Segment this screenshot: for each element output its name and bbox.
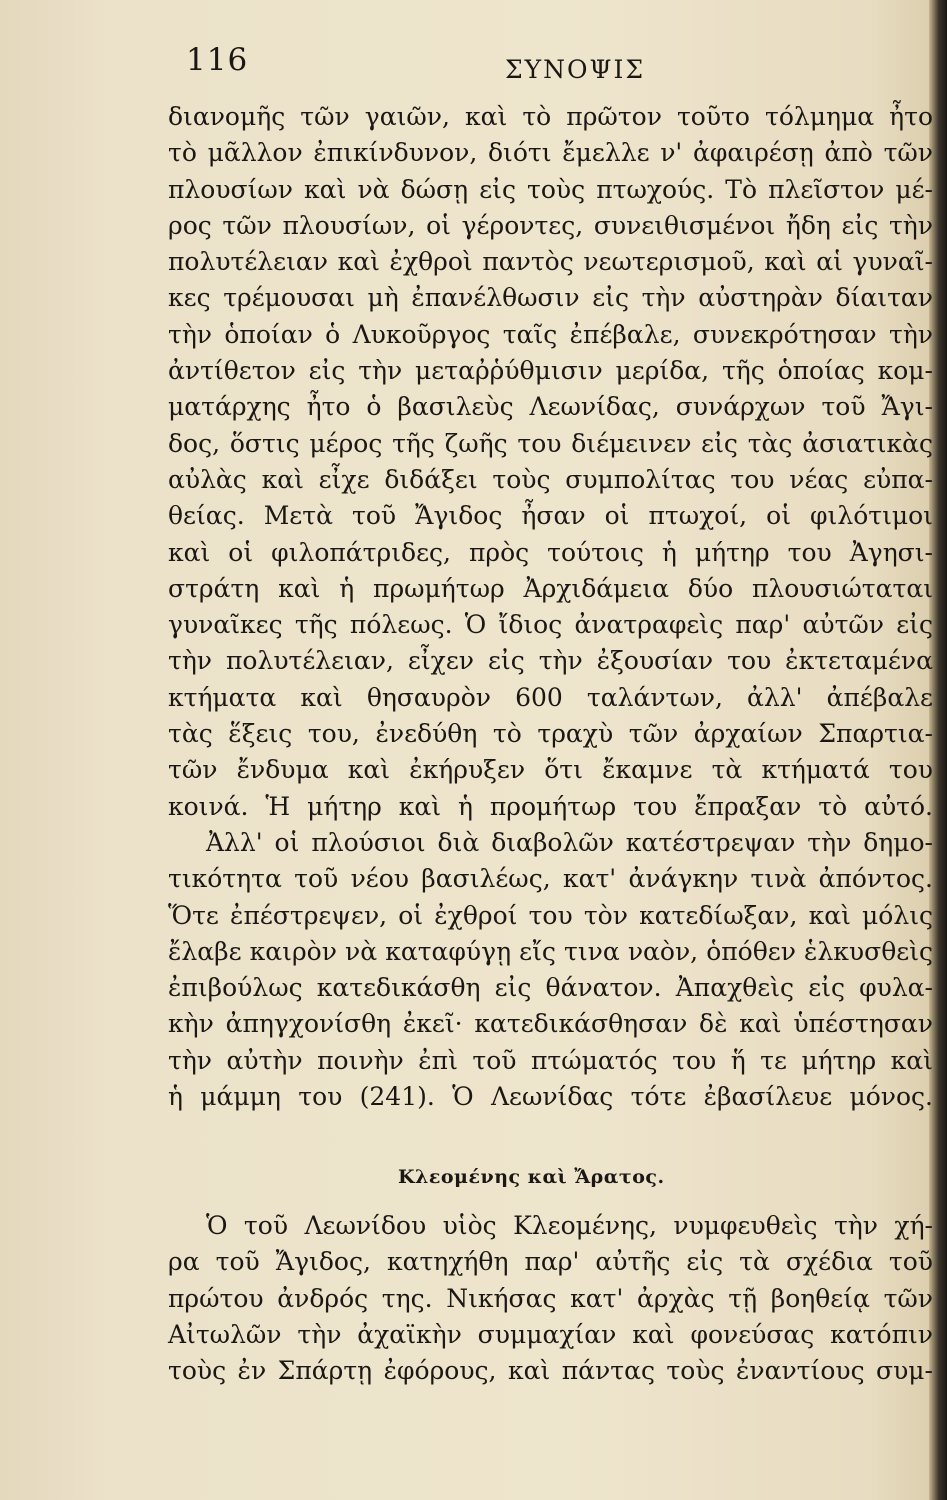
text-line: κτήματα καὶ θησαυρὸν 600 ταλάντων, ἀλλ' ἀπέβαλε [168,682,933,712]
text-line: ἡ μάμμη του (241). Ὁ Λεωνίδας τότε ἐβασίλευε μόνος. [168,1082,933,1112]
text-line: γυναῖκες τῆς πόλεως. Ὁ ἴδιος ἀνατραφεὶς παρ' αὐτῶν εἰς [168,610,933,640]
text-line: ἀντίθετον εἰς τὴν μεταῤῥύθμισιν μερίδα, τῆς ὁποίας κομ- [168,356,933,386]
text-line: κες τρέμουσαι μὴ ἐπανέλθωσιν εἰς τὴν αὐστηρὰν δίαιταν [168,283,933,313]
text-line: τὰς ἕξεις του, ἐνεδύθη τὸ τραχὺ τῶν ἀρχαίων Σπαρτια- [168,719,933,749]
text-line: πρώτου ἀνδρός της. Νικήσας κατ' ἀρχὰς τῇ βοηθείᾳ τῶν [168,1283,933,1313]
body-text [168,99,933,1115]
page-number: 116 [186,42,249,78]
text-line: Ὅτε ἐπέστρεψεν, οἱ ἐχθροί του τὸν κατεδίωξαν, καὶ μόλις [168,900,933,930]
text-line: τὸ μᾶλλον ἐπικίνδυνον, διότι ἔμελλε ν' ἀφαιρέσῃ ἀπὸ τῶν [168,138,933,168]
text-line: πλουσίων καὶ νὰ δώσῃ εἰς τοὺς πτωχούς. Τὸ πλεῖστον μέ- [168,174,933,204]
text-line: Ὁ τοῦ Λεωνίδου υἱὸς Κλεομένης, νυμφευθεὶς τὴν χή- [206,1211,933,1240]
text-line: τὴν ὁποίαν ὁ Λυκοῦργος ταῖς ἐπέβαλε, συνεκρότησαν τὴν [168,319,933,349]
text-line: κὴν ἀπηγχονίσθη ἐκεῖ· κατεδικάσθησαν δὲ καὶ ὑπέστησαν [168,1009,933,1039]
text-line: τικότητα τοῦ νέου βασιλέως, κατ' ἀνάγκην τινὰ ἀπόντος. [168,864,933,894]
text-line: Ἀλλ' οἱ πλούσιοι διὰ διαβολῶν κατέστρεψαν τὴν δημο- [206,827,933,857]
text-line: τῶν ἔνδυμα καὶ ἐκήρυξεν ὅτι ἔκαμνε τὰ κτήματά του [168,755,933,785]
text-line: τὴν αὐτὴν ποινὴν ἐπὶ τοῦ πτώματός του ἥ τε μήτηρ καὶ [168,1045,933,1075]
text-line: ματάρχης ἦτο ὁ βασιλεὺς Λεωνίδας, συνάρχων τοῦ Ἄγι- [168,392,933,422]
text-line: ἐπιβούλως κατεδικάσθη εἰς θάνατον. Ἀπαχθεὶς εἰς φυλα- [168,973,933,1003]
text-line: ρος τῶν πλουσίων, οἱ γέροντες, συνειθισμένοι ἤδη εἰς τὴν [168,210,933,240]
text-line: κοινά. Ἡ μήτηρ καὶ ἡ προμήτωρ του ἔπραξαν τὸ αὐτό. [168,791,933,821]
text-line: θείας. Μετὰ τοῦ Ἄγιδος ἦσαν οἱ πτωχοί, οἱ φιλότιμοι [168,501,933,531]
text-line: πολυτέλειαν καὶ ἐχθροὶ παντὸς νεωτερισμοῦ, καὶ αἱ γυναῖ- [168,247,933,277]
text-line: στράτη καὶ ἡ πρωμήτωρ Ἀρχιδάμεια δύο πλουσιώταται [168,573,933,603]
text-line: Αἰτωλῶν τὴν ἀχαϊκὴν συμμαχίαν καὶ φονεύσας κατόπιν [168,1319,933,1349]
text-line: αὐλὰς καὶ εἶχε διδάξει τοὺς συμπολίτας του νέας εὐπα- [168,464,933,494]
section-text [168,1208,933,1389]
text-line: ἔλαβε καιρὸν νὰ καταφύγῃ εἴς τινα ναὸν, ὁπόθεν ἑλκυσθεὶς [168,936,933,966]
text-line: ρα τοῦ Ἄγιδος, κατηχήθη παρ' αὐτῆς εἰς τὰ σχέδια τοῦ [168,1247,933,1277]
section-heading: Κλεομένης καὶ Ἄρατος. [398,1166,665,1188]
text-line: καὶ οἱ φιλοπάτριδες, πρὸς τούτοις ἡ μήτηρ του Ἀγησι- [168,537,933,567]
running-head: ΣΥΝΟΨΙΣ [505,55,646,84]
text-line: τοὺς ἐν Σπάρτῃ ἐφόρους, καὶ πάντας τοὺς ἐναντίους συμ- [168,1356,933,1386]
text-line: τὴν πολυτέλειαν, εἶχεν εἰς τὴν ἐξουσίαν του ἐκτεταμένα [168,646,933,676]
text-line: διανομῆς τῶν γαιῶν, καὶ τὸ πρῶτον τοῦτο τόλμημα ἦτο [168,102,933,131]
text-line: δος, ὅστις μέρος τῆς ζωῆς του διέμεινεν εἰς τὰς ἀσιατικὰς [168,428,933,458]
